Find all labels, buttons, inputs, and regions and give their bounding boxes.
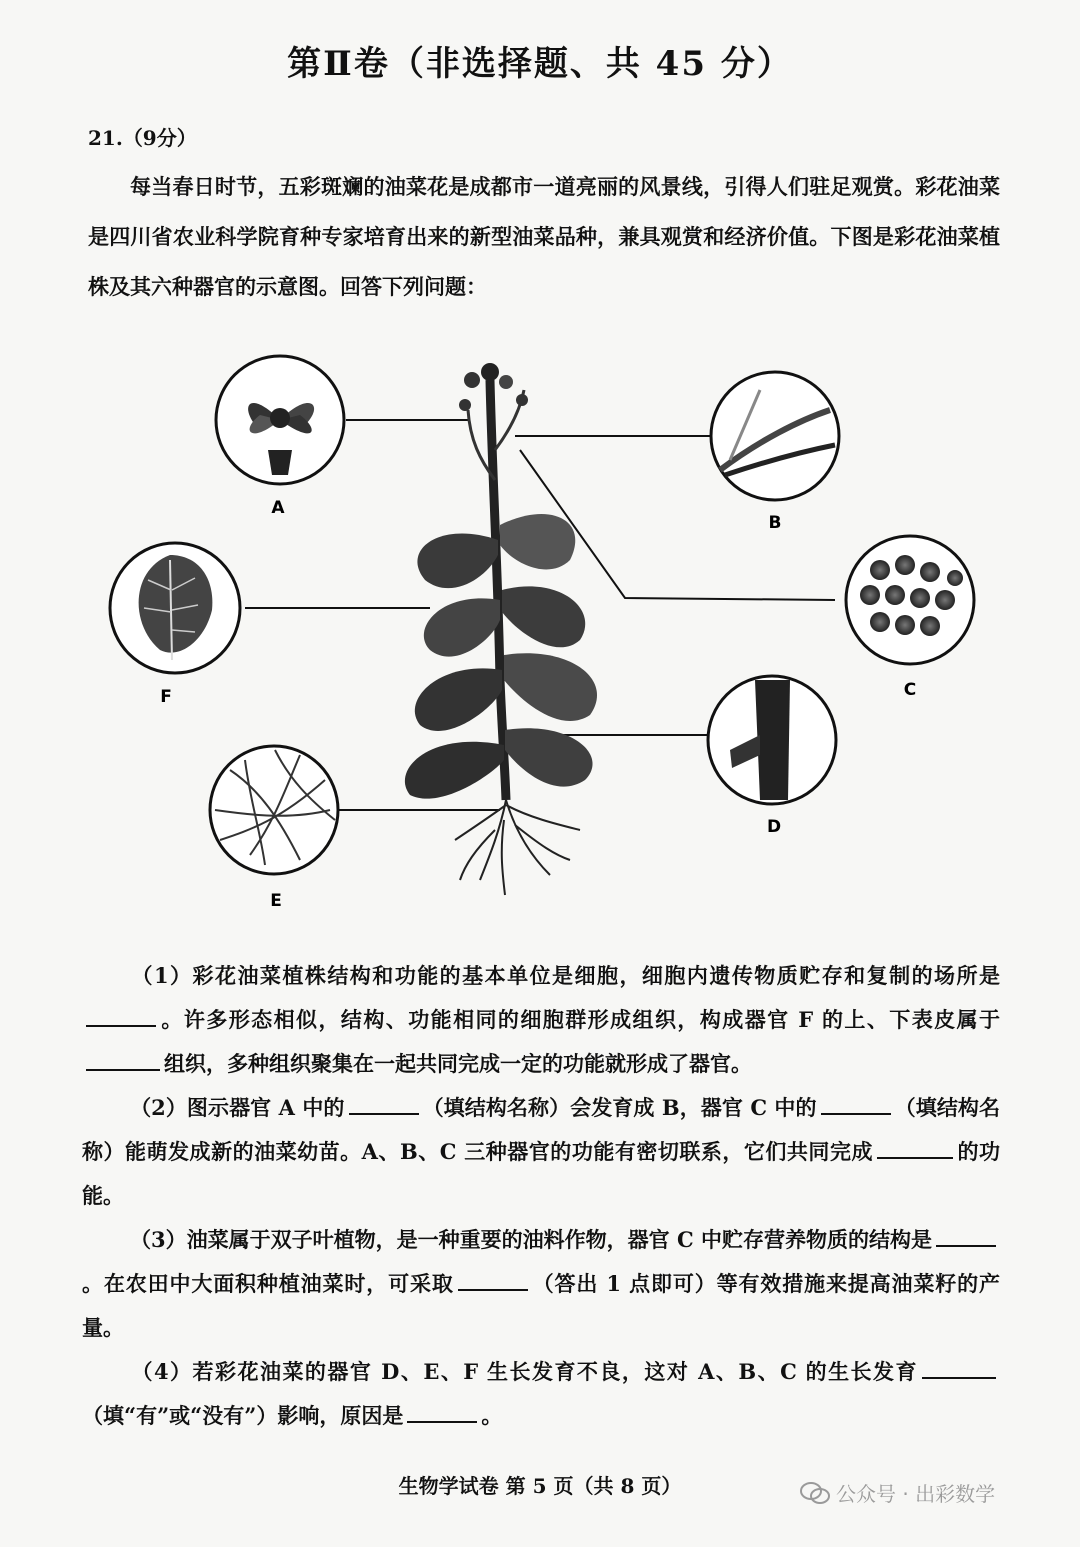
q2-text-part4: 的功能。 [82,1139,1000,1208]
q3-text-part2: 。在农田中大面积种植油菜时，可采取 [82,1271,454,1296]
watermark-text: 公众号 · 出彩数学 [836,1482,996,1506]
q4-text-part3: 。 [481,1403,503,1428]
q2-blank-3[interactable] [877,1135,953,1159]
label-c: C [903,680,917,700]
q2-blank-1[interactable] [349,1091,419,1115]
subquestion-1 [82,954,1000,1086]
label-d: D [766,817,782,837]
q2-text-part3: （填结构名称）能萌发成新的油菜幼苗。A、B、C 三种器官的功能有密切联系，它们共同完成 [82,1095,1000,1164]
organ-d-stem [708,676,836,804]
q3-blank-1[interactable] [936,1223,996,1247]
subquestion-3 [82,1218,1000,1350]
plant-diagram [100,350,980,920]
q1-blank-1[interactable] [86,1003,156,1027]
organ-e-root [210,746,338,874]
label-a: A [271,498,285,518]
page-footer: 生物学试卷 第 5 页（共 8 页） [398,1474,682,1498]
question-number: 21.（9分） [88,126,197,150]
q1-text-part3: 组织，多种组织聚集在一起共同完成一定的功能就形成了器官。 [164,1051,752,1076]
q4-text-part1: （4）若彩花油菜的器官 D、E、F 生长发育不良，这对 A、B、C 的生长发育 [130,1359,918,1384]
section-title: 第Ⅱ卷（非选择题、共 45 分） [287,44,793,84]
subquestion-2 [82,1086,1000,1218]
q2-text-part1: （2）图示器官 A 中的 [130,1095,345,1120]
label-f: F [160,687,172,707]
q4-text-part2: （填“有”或“没有”）影响，原因是 [82,1403,404,1428]
wechat-icon [800,1482,830,1504]
organ-a-flower [216,356,344,484]
subquestion-4 [82,1350,1000,1438]
organ-f-leaf [110,543,240,673]
organ-c-seeds [846,536,974,664]
q4-blank-1[interactable] [922,1355,996,1379]
organ-b-fruit [711,372,839,500]
q1-text-part1: （1）彩花油菜植株结构和功能的基本单位是细胞，细胞内遗传物质贮存和复制的场所是 [130,963,1000,988]
q3-text-part3: （答出 1 点即可）等有效措施来提高油菜籽的产量。 [82,1271,1000,1340]
q1-text-part2: 。许多形态相似，结构、功能相同的细胞群形成组织，构成器官 F 的上、下表皮属于 [160,1007,1000,1032]
q1-blank-2[interactable] [86,1047,160,1071]
label-b: B [768,513,782,533]
label-e: E [270,891,282,911]
q4-blank-2[interactable] [407,1399,477,1423]
q2-blank-2[interactable] [821,1091,891,1115]
plant-illustration [405,363,597,895]
watermark [800,1478,995,1507]
q2-text-part2: （填结构名称）会发育成 B，器官 C 中的 [422,1095,817,1120]
q3-text-part1: （3）油菜属于双子叶植物，是一种重要的油料作物，器官 C 中贮存营养物质的结构是 [130,1227,932,1252]
plant-figure [100,350,980,920]
q3-blank-2[interactable] [458,1267,528,1291]
question-intro: 每当春日时节，五彩斑斓的油菜花是成都市一道亮丽的风景线，引得人们驻足观赏。彩花油菜是四川省农业科学院育种专家培育出来的新型油菜品种，兼具观赏和经济价值。下图是彩花油菜植株及其六种器官的示意图。回答下列问题： [88,174,1000,299]
